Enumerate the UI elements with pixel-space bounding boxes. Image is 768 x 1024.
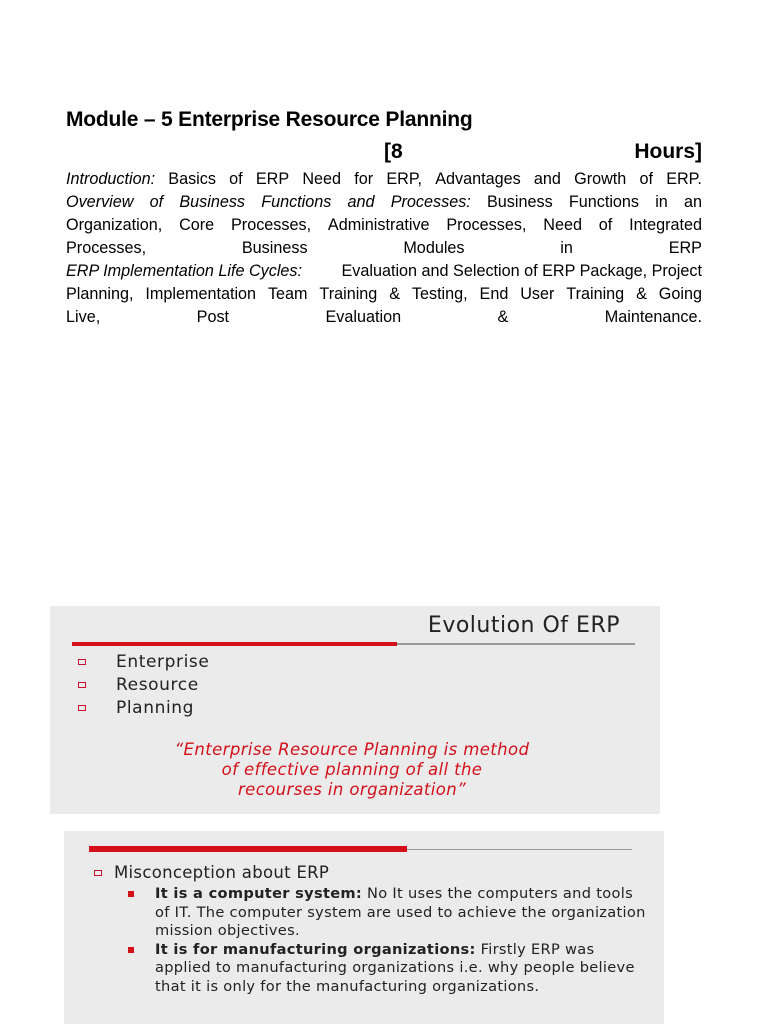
syllabus-line <box>66 283 702 306</box>
list-item: Planning <box>78 696 209 719</box>
syllabus-word: Processes, <box>231 216 312 234</box>
syllabus-line <box>66 306 702 329</box>
syllabus-word: Need <box>543 216 582 234</box>
syllabus-word: & <box>497 308 509 326</box>
syllabus-word: of <box>598 216 613 234</box>
red-rule <box>89 846 407 852</box>
module-title: Module – 5 Enterprise Resource Planning <box>66 108 473 131</box>
syllabus-word: Post <box>196 308 230 326</box>
slide-heading: Misconception about ERP <box>94 863 329 882</box>
syllabus-word: ERP. <box>666 170 702 188</box>
syllabus-word: Need <box>302 170 342 188</box>
slide-title: Evolution Of ERP <box>427 613 620 638</box>
syllabus-word: Implementation <box>145 285 257 303</box>
syllabus-line <box>66 260 702 283</box>
list-item: Resource <box>78 673 209 696</box>
syllabus-word: Maintenance. <box>604 308 702 326</box>
hollow-square-bullet-icon <box>94 870 102 876</box>
syllabus-word: of <box>149 193 164 211</box>
syllabus-word: ERP, <box>386 170 423 188</box>
syllabus-line <box>66 237 702 260</box>
syllabus-word: Planning, <box>66 285 134 303</box>
hours-line <box>66 140 702 164</box>
syllabus-word: Functions <box>261 193 332 211</box>
erp-definition-quote: “Enterprise Resource Planning is method of effective planning of all the recourses in organization” <box>174 740 530 799</box>
syllabus-line <box>66 168 702 191</box>
syllabus-word: Administrative <box>327 216 430 234</box>
syllabus-word: and <box>347 193 375 211</box>
syllabus-word: Testing, <box>411 285 468 303</box>
syllabus-word: of <box>229 170 243 188</box>
syllabus-word: Integrated <box>629 216 702 234</box>
syllabus-word: Processes, <box>66 239 147 257</box>
syllabus-word: for <box>354 170 374 188</box>
syllabus-word: End <box>479 285 509 303</box>
syllabus-word: Processes: <box>390 193 471 211</box>
hollow-square-bullet-icon <box>78 705 86 711</box>
syllabus-word: Growth <box>574 170 627 188</box>
syllabus-word: in <box>655 193 668 211</box>
syllabus-word: Basics <box>168 170 216 188</box>
misconception-points <box>126 885 646 996</box>
syllabus-word: Training <box>319 285 378 303</box>
syllabus-word: and <box>533 170 561 188</box>
syllabus-text <box>66 168 702 329</box>
hollow-square-bullet-icon <box>78 682 86 688</box>
syllabus-word: Team <box>267 285 308 303</box>
syllabus-word: ERP <box>668 239 702 257</box>
hollow-square-bullet-icon <box>78 659 86 665</box>
syllabus-word: Evaluation and Selection of ERP Package, Project <box>341 262 702 280</box>
syllabus-word: Core <box>179 216 215 234</box>
hours-close: Hours] <box>634 140 702 163</box>
syllabus-word: Processes, <box>446 216 527 234</box>
syllabus-word: ERP <box>255 170 290 188</box>
red-rule <box>72 642 397 646</box>
syllabus-word: Business <box>179 193 246 211</box>
syllabus-word: Business <box>241 239 308 257</box>
syllabus-word: Training <box>566 285 625 303</box>
slide-misconception <box>64 831 664 1024</box>
syllabus-word: Business <box>486 193 553 211</box>
list-item: It is a computer system: No It uses the computers and tools of IT. The computer system are used to achieve the organization mission objectives. <box>126 885 646 941</box>
list-item: Enterprise <box>78 650 209 673</box>
list-item: It is for manufacturing organizations: Firstly ERP was applied to manufacturing organizations i.e. why people believe that it is only for the manufacturing organizations. <box>126 941 646 997</box>
grey-rule <box>397 643 635 645</box>
slide-evolution-of-erp <box>50 606 660 814</box>
syllabus-word: Going <box>658 285 702 303</box>
syllabus-word: of <box>639 170 653 188</box>
filled-square-bullet-icon <box>128 947 134 953</box>
syllabus-line <box>66 191 702 214</box>
syllabus-word: an <box>683 193 702 211</box>
filled-square-bullet-icon <box>128 891 134 897</box>
syllabus-word: Introduction: <box>66 170 156 188</box>
hours-open: [8 <box>384 140 403 163</box>
syllabus-word: Organization, <box>66 216 163 234</box>
syllabus-word: ERP Implementation Life Cycles: <box>66 262 303 280</box>
syllabus-word: Advantages <box>435 170 521 188</box>
syllabus-word: & <box>389 285 400 303</box>
grey-rule <box>407 849 632 850</box>
syllabus-word: Overview <box>66 193 134 211</box>
syllabus-word: Functions <box>568 193 640 211</box>
syllabus-word: Live, <box>66 308 101 326</box>
syllabus-word: in <box>560 239 573 257</box>
syllabus-word: Modules <box>403 239 465 257</box>
syllabus-line <box>66 214 702 237</box>
erp-letters-list <box>78 650 209 719</box>
syllabus-word: & <box>636 285 647 303</box>
syllabus-word: Evaluation <box>325 308 402 326</box>
syllabus-word: User <box>520 285 555 303</box>
